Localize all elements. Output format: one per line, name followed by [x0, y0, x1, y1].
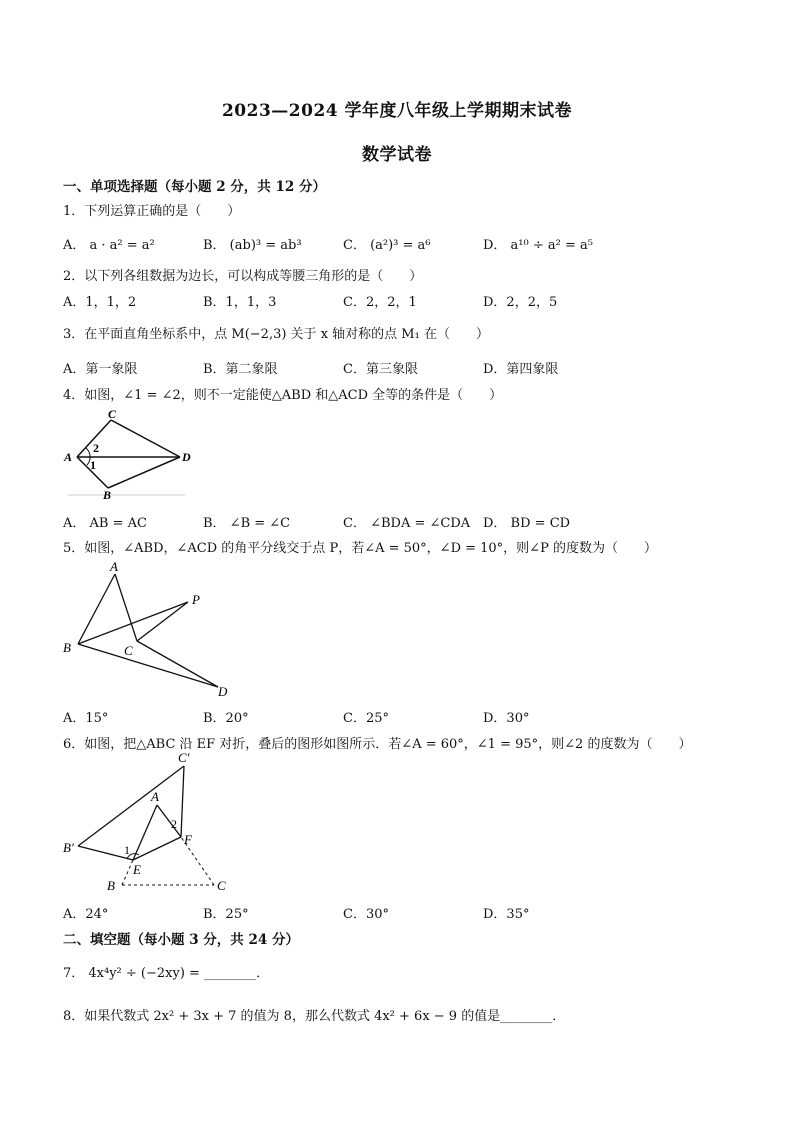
- segment-cd: [137, 641, 218, 687]
- option-c: C． ∠BDA = ∠CDA: [343, 516, 471, 531]
- label-f: F: [184, 832, 192, 847]
- segment-cp: [137, 602, 188, 641]
- option-a: A．15°: [63, 711, 109, 726]
- question-stem: 2．以下列各组数据为边长，可以构成等腰三角形的是（ ）: [63, 269, 423, 284]
- option-a: A．1，1，2: [63, 295, 137, 310]
- label-a: A: [110, 559, 118, 574]
- question-stem: 8．如果代数式 2x² + 3x + 7 的值为 8，那么代数式 4x² + 6x − 9 的值是________．: [63, 1009, 566, 1024]
- option-b: B．1，1，3: [203, 295, 277, 310]
- section-heading: 一、单项选择题（每小题 2 分，共 12 分）: [63, 179, 326, 195]
- label-p: P: [192, 592, 200, 607]
- label-angle-1: 1: [90, 458, 96, 472]
- option-c: C．第三象限: [343, 362, 418, 377]
- question-stem: 1．下列运算正确的是（ ）: [63, 204, 241, 219]
- option-d: D．第四象限: [483, 362, 559, 377]
- segment-bd: [108, 457, 180, 488]
- question-stem: 7． 4x⁴y² ÷ (−2xy) = ________．: [63, 966, 270, 981]
- exam-subtitle: 数学试卷: [362, 145, 432, 165]
- label-angle-1: 1: [124, 843, 130, 857]
- question-stem: 4．如图，∠1 = ∠2，则不一定能使△ABD 和△ACD 全等的条件是（ ）: [63, 388, 503, 403]
- label-b: B: [107, 878, 115, 893]
- label-angle-2: 2: [93, 441, 99, 455]
- dashed-be: [122, 860, 133, 885]
- option-b: B．25°: [203, 907, 249, 922]
- label-e: E: [133, 862, 141, 877]
- option-d: D． BD = CD: [483, 516, 571, 531]
- option-b: B．第二象限: [203, 362, 278, 377]
- option-d: D．30°: [483, 711, 530, 726]
- label-angle-2: 2: [171, 817, 177, 831]
- segment-ef: [133, 837, 181, 860]
- label-b-prime: B′: [63, 840, 74, 855]
- label-b: B: [63, 640, 71, 655]
- section-heading: 二、填空题（每小题 3 分，共 24 分）: [63, 932, 299, 948]
- option-a: A． AB = AC: [63, 516, 147, 531]
- figure-q4: [60, 402, 200, 502]
- option-a: A．第一象限: [63, 362, 138, 377]
- segment-ac: [115, 574, 137, 641]
- figure-q5: [60, 556, 240, 702]
- option-d: D． a¹⁰ ÷ a² = a⁵: [483, 238, 593, 253]
- label-c-prime: C′: [178, 750, 190, 765]
- option-c: C． (a²)³ = a⁶: [343, 238, 431, 253]
- question-stem: 6．如图，把△ABC 沿 EF 对折，叠后的图形如图所示．若∠A = 60°，∠1 = 95°，则∠2 的度数为（ ）: [63, 737, 692, 752]
- label-b: B: [103, 488, 112, 502]
- segment-b1-c1: [78, 766, 184, 846]
- option-c: C．30°: [343, 907, 389, 922]
- option-c: C．25°: [343, 711, 389, 726]
- label-c: C: [217, 878, 226, 893]
- option-b: B． ∠B = ∠C: [203, 516, 291, 531]
- segment-bd: [78, 644, 218, 687]
- figure-q6: [60, 750, 240, 896]
- option-d: D．35°: [483, 907, 530, 922]
- question-stem: 5．如图，∠ABD，∠ACD 的角平分线交于点 P，若∠A = 50°，∠D = 10°，则∠P 的度数为（ ）: [63, 541, 657, 556]
- option-b: B． (ab)³ = ab³: [203, 238, 302, 253]
- option-c: C．2，2，1: [343, 295, 417, 310]
- option-a: A． a · a² = a²: [63, 238, 155, 253]
- option-b: B．20°: [203, 711, 249, 726]
- segment-af: [157, 805, 181, 837]
- label-d: D: [182, 450, 191, 464]
- segment-cd: [111, 420, 180, 457]
- exam-title: 2023—2024 学年度八年级上学期期末试卷: [221, 101, 573, 121]
- label-d: D: [218, 684, 228, 699]
- label-c: C: [108, 407, 117, 421]
- label-c: C: [124, 643, 133, 658]
- segment-ae: [133, 805, 157, 860]
- segment-ab: [78, 574, 115, 644]
- option-d: D．2，2，5: [483, 295, 558, 310]
- label-a: A: [64, 450, 73, 464]
- segment-bp: [78, 602, 188, 644]
- label-a: A: [151, 789, 159, 804]
- option-a: A．24°: [63, 907, 109, 922]
- question-stem: 3．在平面直角坐标系中，点 M(−2,3) 关于 x 轴对称的点 M₁ 在（ ）: [63, 327, 489, 342]
- segment-c1-f: [181, 766, 184, 837]
